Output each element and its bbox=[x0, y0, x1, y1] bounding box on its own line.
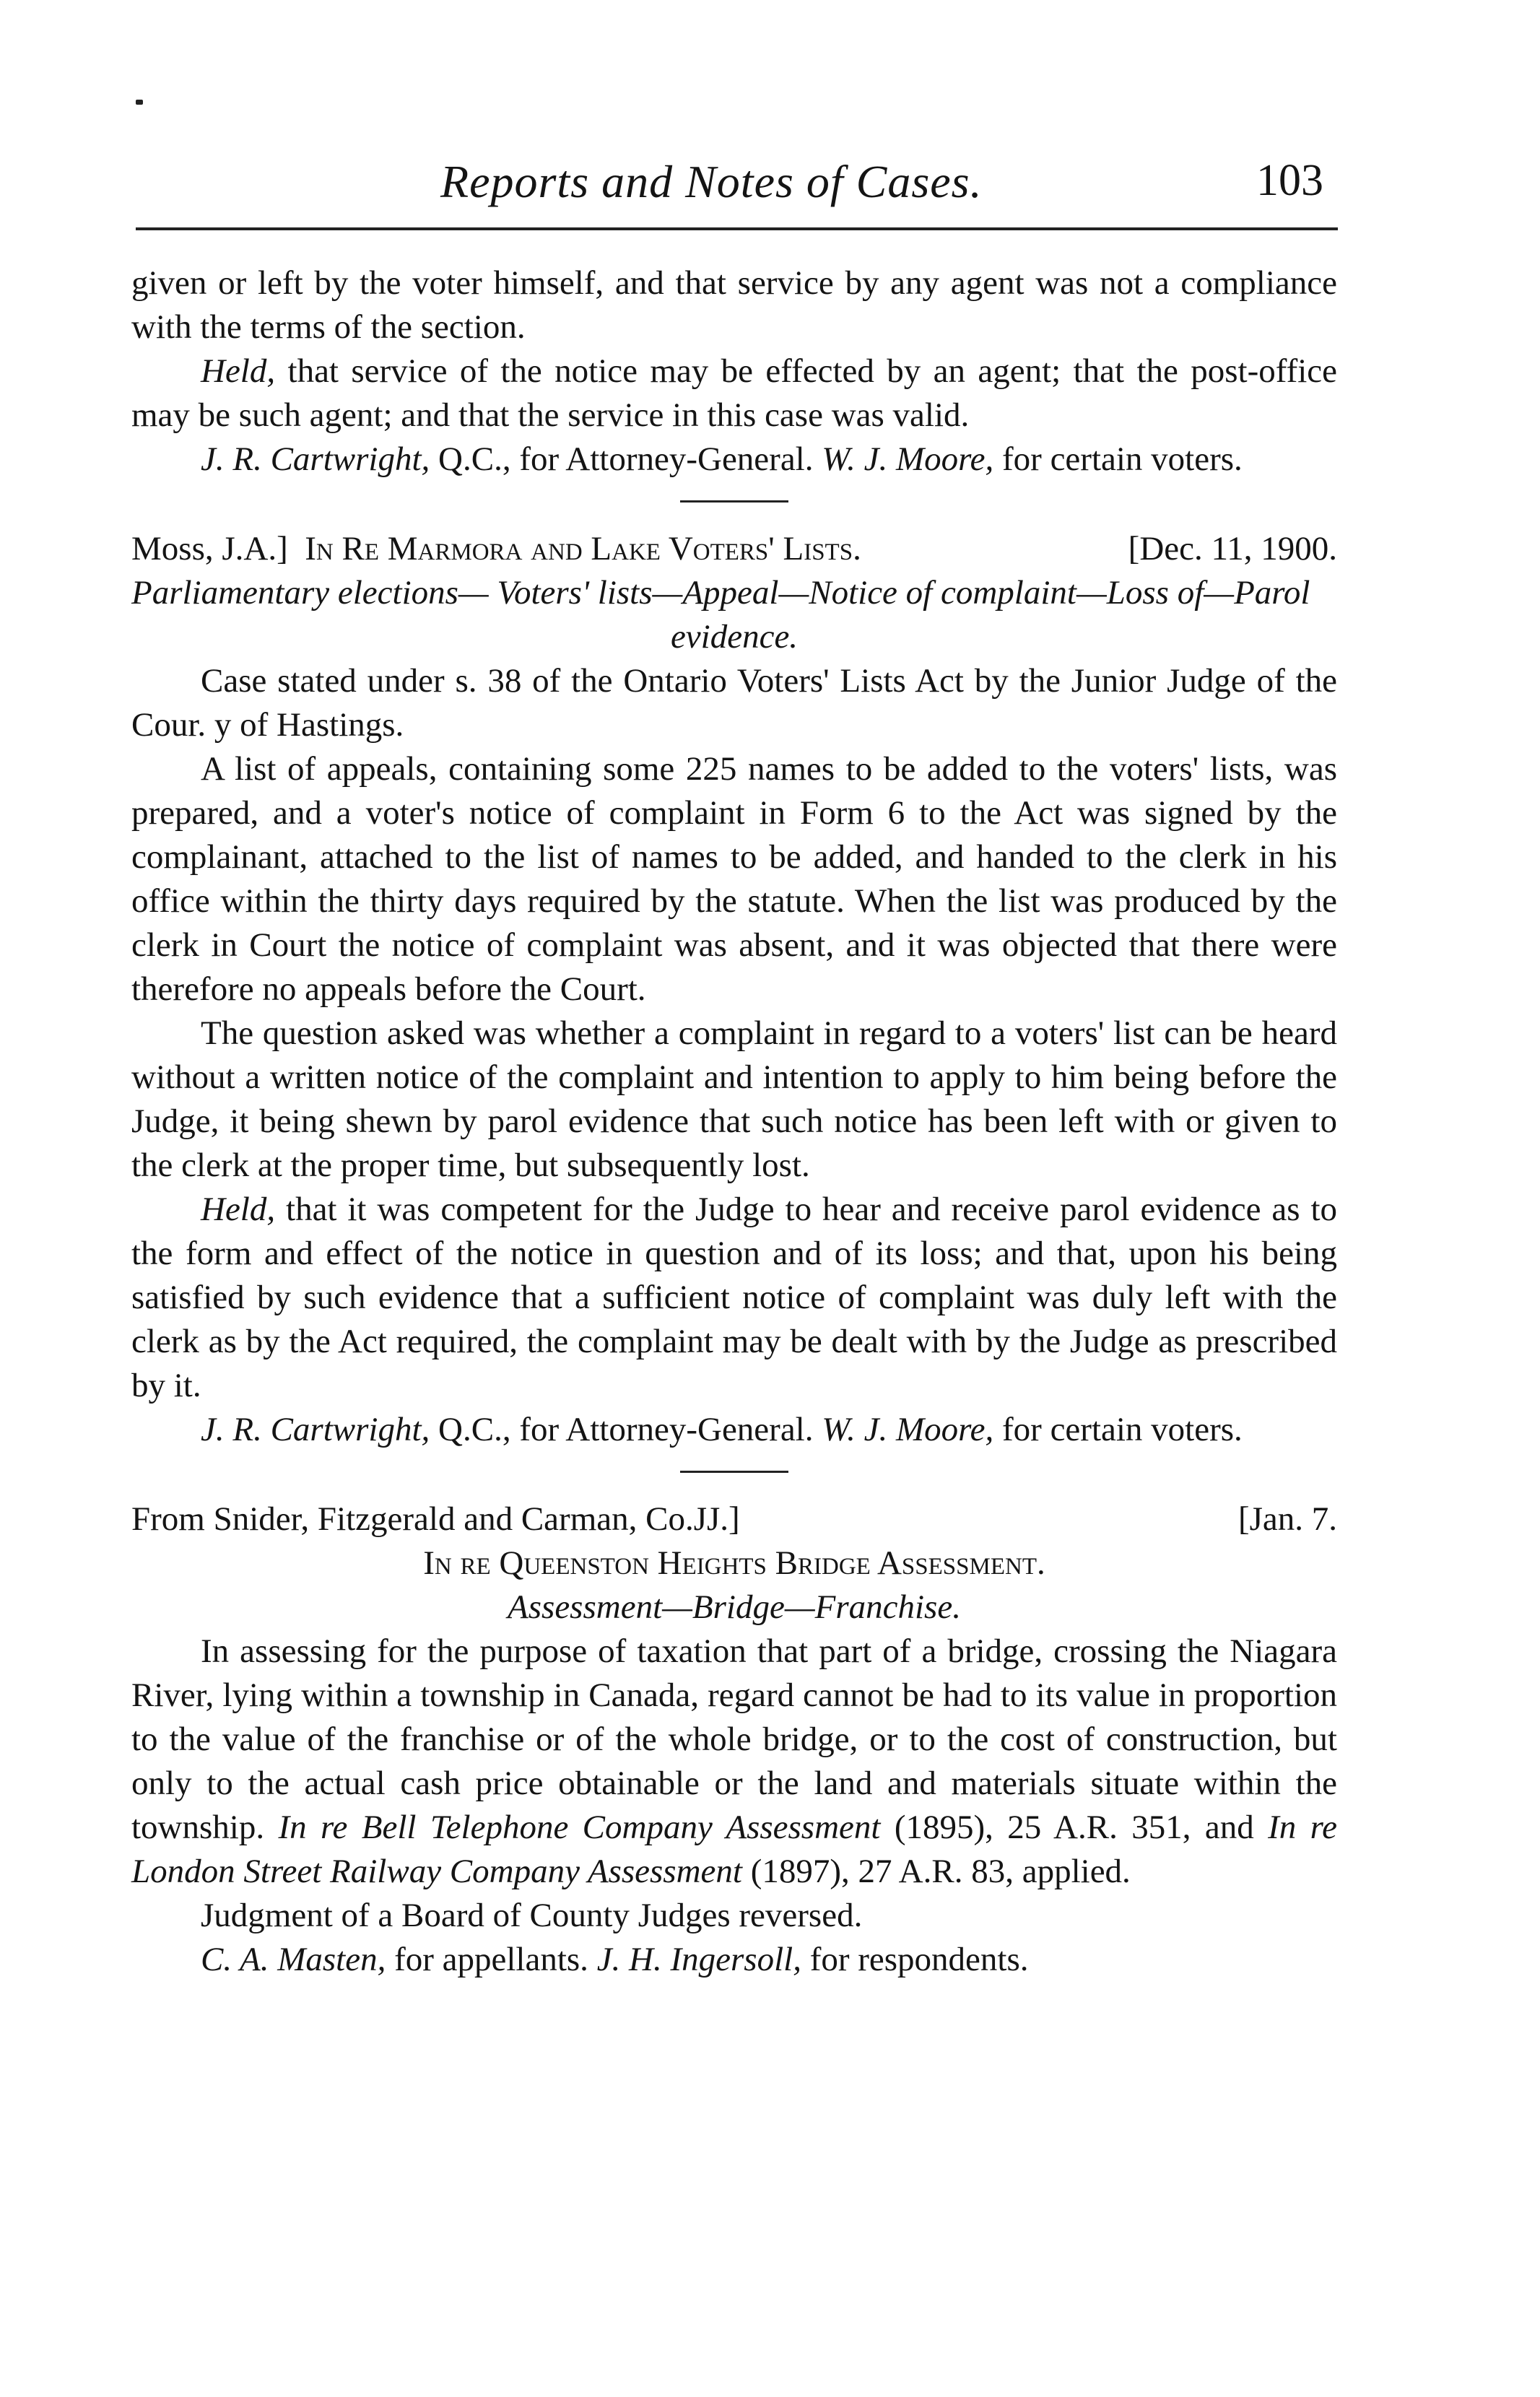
citation-case: In re London Street Railway Company Assessment bbox=[131, 1809, 1338, 1890]
case3-headnote: Assessment—Bridge—Franchise. bbox=[508, 1588, 961, 1626]
page-body bbox=[131, 261, 1337, 1982]
case1-held bbox=[131, 349, 1337, 438]
counsel-text: Q.C., for Attorney-General. bbox=[430, 440, 822, 478]
citation-case: In re Bell Telephone Company Assessment bbox=[278, 1809, 881, 1846]
case3-judgment: Judgment of a Board of County Judges reversed. bbox=[201, 1897, 863, 1934]
case2-headnote: Parliamentary elections— Voters' lists—Appeal—Notice of complaint—Loss of—Parol evidence. bbox=[131, 574, 1310, 656]
case3-court: From Snider, Fitzgerald and Carman, Co.JJ.] bbox=[131, 1500, 740, 1538]
citation-ref: (1897), 27 A.R. 83, applied. bbox=[741, 1853, 1131, 1890]
held-text: that it was competent for the Judge to hear and receive parol evidence as to the form and effect of the notice in question and of its loss; and that, upon his being satisfied by such evidence that a sufficient notice of complaint was duly left with the clerk as by the Act required, the complaint may be dealt with by the Judge as prescribed by it. bbox=[131, 1191, 1337, 1404]
counsel-text: for certain voters. bbox=[993, 1411, 1243, 1448]
counsel-name: C. A. Masten, bbox=[201, 1941, 386, 1978]
running-title: Reports and Notes of Cases. bbox=[440, 156, 983, 207]
case2-held bbox=[131, 1188, 1337, 1408]
held-label: Held, bbox=[201, 1191, 276, 1228]
header-rule bbox=[136, 227, 1338, 230]
section-divider bbox=[680, 500, 788, 503]
counsel-name: J. R. Cartwright, bbox=[201, 1411, 430, 1448]
case2-caption bbox=[131, 527, 1337, 571]
judge-text: Moss, J.A.] bbox=[131, 530, 288, 567]
case3-counsel bbox=[131, 1938, 1337, 1982]
case1-paragraph: given or left by the voter himself, and that service by any agent was not a compliance with the terms of the section. bbox=[131, 264, 1337, 346]
counsel-text: for certain voters. bbox=[993, 440, 1243, 478]
case2-paragraph: The question asked was whether a complaint in regard to a voters' list can be heard without a written notice of the complaint and intention to apply to him being before the Judge, it being shewn by parol evidence that such notice has been left with or given to the clerk at the proper time, but subsequently lost. bbox=[131, 1014, 1337, 1184]
case2-date: [Dec. 11, 1900. bbox=[1128, 530, 1337, 567]
counsel-text: Q.C., for Attorney-General. bbox=[430, 1411, 822, 1448]
citation-ref: (1895), 25 A.R. 351, and bbox=[880, 1809, 1269, 1846]
case1-counsel bbox=[131, 438, 1337, 482]
counsel-text: for appellants. bbox=[386, 1941, 597, 1978]
case2-title: In Re Marmora and Lake Voters' Lists. bbox=[305, 530, 861, 567]
held-label: Held, bbox=[201, 352, 276, 390]
counsel-text: for respondents. bbox=[801, 1941, 1029, 1978]
page-number: 103 bbox=[1256, 156, 1323, 205]
case2-counsel bbox=[131, 1408, 1337, 1452]
held-text: that service of the notice may be effected by an agent; that the post-office may be such agent; and that the service in this case was valid. bbox=[131, 352, 1337, 434]
case3-paragraph bbox=[131, 1630, 1337, 1894]
case2-paragraph: A list of appeals, containing some 225 names to be added to the voters' lists, was prepared, and a voter's notice of complaint in Form 6 to the Act was signed by the complainant, attached to the list of names to be added, and handed to the clerk in his office within the thirty days required by the statute. When the list was produced by the clerk in Court the notice of complaint was absent, and it was objected that there were therefore no appeals before the Court. bbox=[131, 750, 1337, 1008]
counsel-name: W. J. Moore, bbox=[822, 1411, 994, 1448]
paragraph-text: In assessing for the purpose of taxation that part of a bridge, crossing the Niagara River, lying within a township in Canada, regard cannot be had to its value in proportion to the value of the franchise or of the whole bridge, or to the cost of construction, but only to the actual cash price obtainable or the land and materials situate within the township. bbox=[131, 1632, 1337, 1846]
case2-paragraph: Case stated under s. 38 of the Ontario Voters' Lists Act by the Junior Judge of the Cour. y of Hastings. bbox=[131, 662, 1337, 744]
case3-caption bbox=[131, 1497, 1337, 1541]
case3-date: [Jan. 7. bbox=[1237, 1500, 1337, 1538]
counsel-name: J. H. Ingersoll, bbox=[596, 1941, 801, 1978]
section-divider bbox=[680, 1471, 788, 1473]
counsel-name: W. J. Moore, bbox=[822, 440, 994, 478]
stray-mark bbox=[136, 100, 143, 105]
counsel-name: J. R. Cartwright, bbox=[201, 440, 430, 478]
case2-judge bbox=[131, 527, 861, 571]
case3-title: In re Queenston Heights Bridge Assessment. bbox=[423, 1544, 1045, 1582]
